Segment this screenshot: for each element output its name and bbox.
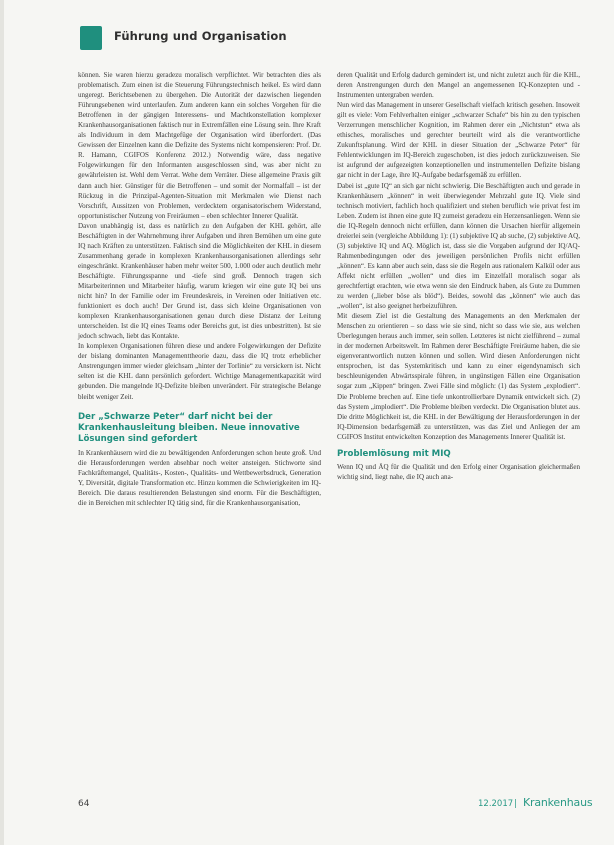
paragraph: Dabei ist „gute IQ“ an sich gar nicht schwierig. Die Beschäftigten auch und gerade in Krankenhäusern „können“ in weit überwiegender Mehrzahl gute IQ. Viele sind technisch motiviert, fachlich hoch qualifiziert und stehen beruflich wie privat fest im Leben. Zudem ist ihnen eine gute IQ zumeist geradezu ein Herzensanliegen. Wenn sie die IQ-Regeln dennoch nicht erfüllen, dann können die Ursachen hierfür allgemein dreierlei sein (vergleiche Abbildung 1): (1) subjektive IQ ab suche, (2) subjektive AQ, (3) subjektive IQ und AQ. Möglich ist, dass sie die Vorgaben aufgrund der IQ/AQ-Rahmenbedingungen oder des jeweiligen persönlichen Profils nicht erfüllen „können“. Es kann aber auch sein, dass sie die Regeln aus rationalem Kalkül oder aus Affekt nicht erfüllen „wollen“ und dies im Einzelfall moralisch sogar als gerechtfertigt erachten, wie etwa wenn sie den Eindruck haben, als Gute zu Dummen zu werden („lieber böse als blöd“). Beides, sowohl das „können“ wie auch das „wollen“, ist also geeignet herbeizuführen. (337, 181, 580, 311)
issue-date: 12.2017 (478, 799, 514, 809)
paragraph: Davon unabhängig ist, dass es natürlich zu den Aufgaben der KHL gehört, alle Beschäftigten in der Wahrnehmung ihrer Aufgaben und ihren Bemühen um eine gute IQ nach Kräften zu unterstützen. Faktisch sind die Möglichkeiten der KHL in diesem Zusammenhang gerade in komplexen Krankenhausorganisationen allerdings sehr eingeschränkt. Krankenhäuser haben mehr weiter 500, 1.000 oder auch deutlich mehr Beschäftigte. Führungsspanne und -tiefe sind groß. Dennoch tragen sich Mitarbeiterinnen und Mitarbeiter häufig, warum kriegen wir eine gute IQ bei uns nicht hin? In der Familie oder im Freundeskreis, in Vereinen oder Initiativen etc. funktioniert es doch auch! Der Grund ist, dass sich kleine Organisationen von komplexen Krankenhausorganisationen genau durch diese Distanz der Leitung unterscheiden. Ist die IQ eines Teams oder Bereichs gut, ist dies unbestritten). Ist sie jedoch schwach, liebt das Kontakte. (78, 221, 321, 341)
paragraph: können. Sie waren hierzu geradezu moralisch verpflichtet. Wir betrachten dies als problematisch. Zum einen ist die Steuerung Führungstechnisch heikel. Es wird dann ungeregt. Berichtsebenen zu übergehen. Die Autorität der dazwischen liegenden Führungsebenen wird unterlaufen. Zum anderen kann ein solches Vorgehen für die Betroffenen in der gängigen Interessens- und Machtkonstellation komplexer Krankenhausorganisationen faktisch nur in Extremfällen eine Lösung sein. Ihre Kraft als Individuum in dem Machtgefüge der Organisation wird überfordert. (Das Gewissen der Einzelnen kann die Defizite des Systems nicht kompensieren: Prof. Dr. R. Hamann, CGIFOS Konferenz 2012.) Notwendig wäre, dass negative Folgewirkungen für den Informanten ausgeschlossen sind, was aber nicht zu gewährleisten ist. Wehl dem Verrat. Wehe dem Verräter. Diese allgemeine Praxis gilt dann auch hier. Günstiger für die Betroffenen – und somit der Normalfall – ist der Rückzug in die Prinzipal-Agenten-Situation mit Merkmalen wie Dienst nach Vorschrift, Aussitzen von Problemen, verdecktem organisatorischem Widerstand, opportunistischer Nutzung von Freiräumen – eben schlechter Innerer Qualität. (78, 71, 321, 220)
paragraph: Wenn IQ und ÄQ für die Qualität und den Erfolg einer Organisation gleichermaßen wichtig sind, liegt nahe, die IQ auch ana- (337, 462, 580, 481)
article-body (78, 70, 580, 750)
paragraph: Mit diesem Ziel ist die Gestaltung des Managements an den Merkmalen der Menschen zu orientieren – so dass wie sie sind, nicht so dass wie sie, aus welchen Überlegungen heraus auch immer, sein sollen. Letzteres ist nicht zielführend – zumal in der modernen Arbeitswelt. Im Rahmen derer Beschäftigte Freiräume haben, die sie eigenverantwortlich nutzen können und sollen. Wird diesen Anforderungen nicht entsprochen, ist das Systemkritisch und kann zu einer eigendynamisch sich beschleunigenden Abwärtsspirale führen, in ungünstigen Fällen eine Organisation sogar zum „Kippen“ bringen. Zwei Fälle sind möglich: (1) das System „explodiert“. Die Probleme brechen auf. Eine tiefe unkontrollierbare Dynamik entwickelt sich. (2) das System „implodiert“. Die Probleme bleiben verdeckt. Die Organisation blutet aus. Die dritte Möglichkeit ist, die KHL in der Bewältigung der Herausforderungen in der IQ-Dimension bedarfsgemäß zu unterstützen, was das Ziel und Anliegen der am CGIFOS Institut entwickelten Konzeption des Managements Innerer Qualität ist. (337, 312, 580, 441)
page-edge-shadow (0, 0, 4, 845)
page-number: 64 (78, 799, 90, 809)
section-title: Führung und Organisation (114, 29, 287, 43)
section-color-marker (80, 26, 102, 50)
paragraph: deren Qualität und Erfolg dadurch gemindert ist, und nicht zuletzt auch für die KHL, deren Anstrengungen durch den Mangel an angemessenen IQ-Konzepten und -Instrumenten untergraben werden. (337, 71, 580, 100)
magazine-brand-logo: Krankenhaus (523, 796, 593, 809)
paragraph: In komplexen Organisationen führen diese und andere Folgewirkungen der Defizite der bislang dominanten Managementtheorie dazu, dass die IQ trotz erheblicher Anstrengungen immer wieder gleichsam „hinter der Torlinie“ zu versickern ist. Nicht selten ist die KHL dann persönlich gefordert. Wichtige Managementkapazität wird gebunden. Die mangelnde IQ-Defizite bleiben unverändert. Für strategische Belange bleibt weniger Zeit. (78, 342, 321, 401)
section-subheading: Der „Schwarze Peter“ darf nicht bei der Krankenhausleitung bleiben. Neue innovative Lösungen sind gefordert (78, 411, 300, 444)
right-column (337, 70, 580, 750)
page-footer (0, 797, 614, 817)
paragraph: Nun wird das Management in unserer Gesellschaft vielfach kritisch gesehen. Insoweit gilt es viele: Vom Fehlverhalten einiger „schwarzer Schafe“ bis hin zu den typischen Verzerrungen menschlicher Kognition, im Rahmen derer ein „Nichtstun“ etwa als ethisches, moralisches und gerechter beurteilt wird als die verantwortliche Zukunftsplanung. Wird der KHL in dieser Situation der „Schwarze Peter“ für Fehlentwicklungen im IQ-Bereich zugeschoben, ist dies jedoch zurückzuweisen. Sie ist aufgrund der aufgezeigten konzeptionellen und instrumentellen Defizite bislang gar nicht in der Lage, ihre IQ-Aufgabe bedarfsgemäß zu erfüllen. (337, 101, 580, 180)
section-subheading: Problemlösung mit MIQ (337, 448, 451, 459)
footer-separator: | (514, 799, 517, 809)
section-header (0, 26, 614, 52)
left-column (78, 70, 321, 750)
paragraph: In Krankenhäusern wird die zu bewältigenden Anforderungen schon heute groß. Und die Herausforderungen werden absehbar noch weiter ansteigen. Stichworte sind Fachkräftemangel, Qualitäts-, Kosten-, Qualitäts- und Wettbewerbsdruck, Generation Y, Diversität, digitale Transformation etc. Hinzu kommen die Schwierigkeiten im IQ-Bereich. Die daraus resultierenden Belastungen sind enorm. Für die Beschäftigten, die in Bereichen mit schlechter IQ tätig sind, für die Krankenhausorganisation, (78, 448, 321, 507)
